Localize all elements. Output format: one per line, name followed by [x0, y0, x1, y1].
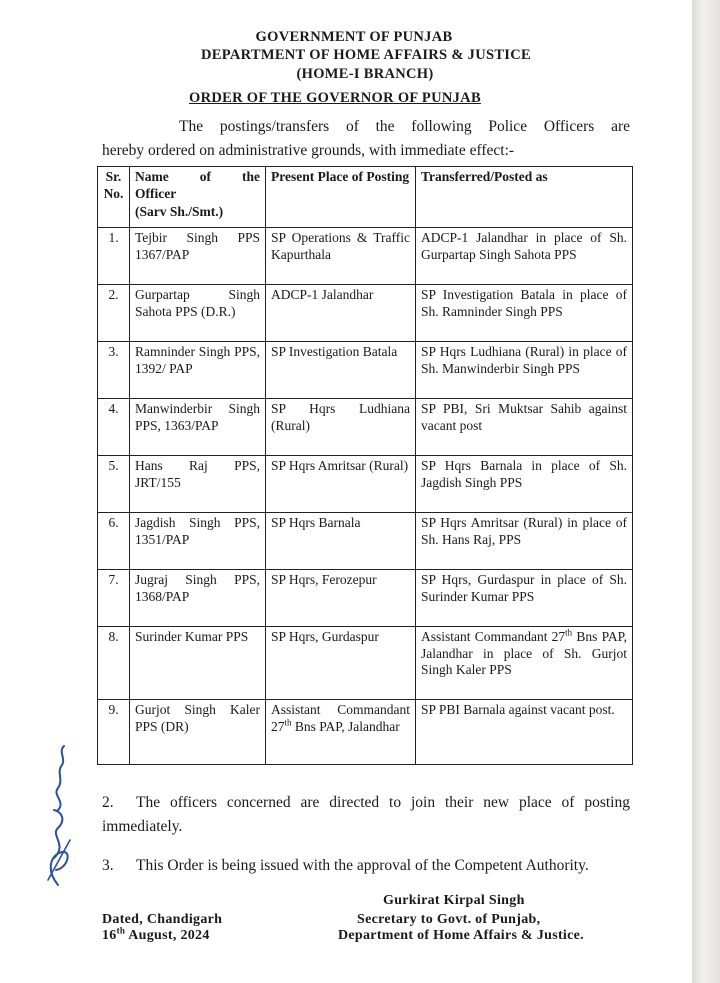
- header-present-text: Present Place of Posting: [271, 169, 410, 184]
- header-name: [130, 167, 266, 228]
- dated-place: Dated, Chandigarh: [102, 912, 223, 927]
- cell-transferred: SP Hqrs, Gurdaspur in place of Sh. Surinder Kumar PPS: [416, 570, 633, 627]
- cell-sr: 2.: [98, 285, 130, 342]
- table-row: [98, 627, 633, 700]
- header-name-sub: (Sarv Sh./Smt.): [135, 204, 224, 219]
- cell-transferred: [416, 627, 633, 700]
- cell-sr: 1.: [98, 228, 130, 285]
- paragraph-3: [102, 854, 630, 878]
- cell-present: SP Hqrs, Gurdaspur: [266, 627, 416, 700]
- table-row: [98, 513, 633, 570]
- cell-present-post: Bns PAP, Jalandhar: [291, 718, 400, 734]
- table-row: [98, 456, 633, 513]
- header-name-word: Name: [135, 169, 169, 184]
- cell-name: Ramninder Singh PPS, 1392/ PAP: [130, 342, 266, 399]
- header-name-word: the: [242, 169, 260, 184]
- cell-present: SP Investigation Batala: [266, 342, 416, 399]
- cell-name: Hans Raj PPS, JRT/155: [130, 456, 266, 513]
- date-day: 16: [102, 928, 117, 943]
- intro-line-2: hereby ordered on administrative grounds, with immediate effect:-: [102, 142, 515, 159]
- cell-present: SP Hqrs Amritsar (Rural): [266, 456, 416, 513]
- cell-present: SP Hqrs Ludhiana (Rural): [266, 399, 416, 456]
- cell-present: [266, 700, 416, 765]
- cell-name: Surinder Kumar PPS: [130, 627, 266, 700]
- cell-sr: 3.: [98, 342, 130, 399]
- header-present-posting: [266, 167, 416, 228]
- table-row: [98, 285, 633, 342]
- cell-name: Tejbir Singh PPS 1367/PAP: [130, 228, 266, 285]
- cell-name: Gurpartap Singh Sahota PPS (D.R.): [130, 285, 266, 342]
- cell-transferred: SP Hqrs Barnala in place of Sh. Jagdish Singh PPS: [416, 456, 633, 513]
- cell-transferred-post: Bns PAP, Jalandhar in place of Sh. Gurjot Singh Kaler PPS: [421, 629, 627, 677]
- cell-sr: 4.: [98, 399, 130, 456]
- cell-present-pre: Assistant Commandant 27: [271, 702, 410, 734]
- cell-transferred: SP Hqrs Ludhiana (Rural) in place of Sh. Manwinderbir Singh PPS: [416, 342, 633, 399]
- cell-present: ADCP-1 Jalandhar: [266, 285, 416, 342]
- cell-sr: 5.: [98, 456, 130, 513]
- cell-present-sup: th: [284, 717, 292, 727]
- cell-transferred: ADCP-1 Jalandhar in place of Sh. Gurpartap Singh Sahota PPS: [416, 228, 633, 285]
- table-row: [98, 700, 633, 765]
- postings-table: [97, 166, 633, 765]
- cell-name: Jagdish Singh PPS, 1351/PAP: [130, 513, 266, 570]
- header-branch: (HOME-I BRANCH): [296, 66, 434, 82]
- header-sr-no: Sr. No.: [98, 167, 130, 228]
- cell-sr: 9.: [98, 700, 130, 765]
- cell-transferred: SP Investigation Batala in place of Sh. Ramninder Singh PPS: [416, 285, 633, 342]
- cell-transferred-sup: th: [565, 627, 573, 638]
- cell-transferred: SP PBI Barnala against vacant post.: [416, 700, 633, 765]
- date-rest: August, 2024: [125, 928, 210, 943]
- table-row: [98, 570, 633, 627]
- cell-name: Gurjot Singh Kaler PPS (DR): [130, 700, 266, 765]
- cell-present: SP Hqrs Barnala: [266, 513, 416, 570]
- table-row: [98, 342, 633, 399]
- cell-transferred-pre: Assistant Commandant 27: [421, 629, 566, 644]
- cell-sr: 7.: [98, 570, 130, 627]
- cell-present: SP Hqrs, Ferozepur: [266, 570, 416, 627]
- signatory-name: Gurkirat Kirpal Singh: [383, 893, 525, 908]
- cell-name: Manwinderbir Singh PPS, 1363/PAP: [130, 399, 266, 456]
- page-edge: [692, 0, 720, 983]
- handwritten-initials: [28, 740, 88, 890]
- paragraph-3-number: 3.: [102, 857, 114, 874]
- paragraph-2-text: The officers concerned are directed to join their new place of posting immediately.: [102, 794, 630, 835]
- paragraph-3-text: This Order is being issued with the approval of the Competent Authority.: [136, 857, 589, 874]
- header-name-officer: Officer: [135, 185, 177, 201]
- signatory-designation-1: Secretary to Govt. of Punjab,: [357, 912, 541, 927]
- table-row: [98, 399, 633, 456]
- cell-present: SP Operations & Traffic Kapurthala: [266, 228, 416, 285]
- intro-line-1: The postings/transfers of the following Police Officers are: [179, 118, 630, 135]
- table-row: [98, 228, 633, 285]
- dated-date: [102, 925, 210, 944]
- cell-name: Jugraj Singh PPS, 1368/PAP: [130, 570, 266, 627]
- paragraph-2: [102, 791, 630, 839]
- header-name-word: of: [199, 169, 211, 184]
- date-day-sup: th: [116, 925, 126, 936]
- cell-transferred: SP Hqrs Amritsar (Rural) in place of Sh. Hans Raj, PPS: [416, 513, 633, 570]
- cell-transferred: SP PBI, Sri Muktsar Sahib against vacant post: [416, 399, 633, 456]
- cell-sr: 8.: [98, 627, 130, 700]
- cell-sr: 6.: [98, 513, 130, 570]
- header-government: GOVERNMENT OF PUNJAB: [255, 29, 453, 45]
- table-header-row: [98, 167, 633, 228]
- header-department: DEPARTMENT OF HOME AFFAIRS & JUSTICE: [201, 47, 531, 63]
- paragraph-2-number: 2.: [102, 794, 114, 811]
- order-title: ORDER OF THE GOVERNOR OF PUNJAB: [189, 90, 481, 106]
- signatory-designation-2: Department of Home Affairs & Justice.: [338, 928, 584, 943]
- header-transferred: Transferred/Posted as: [416, 167, 633, 228]
